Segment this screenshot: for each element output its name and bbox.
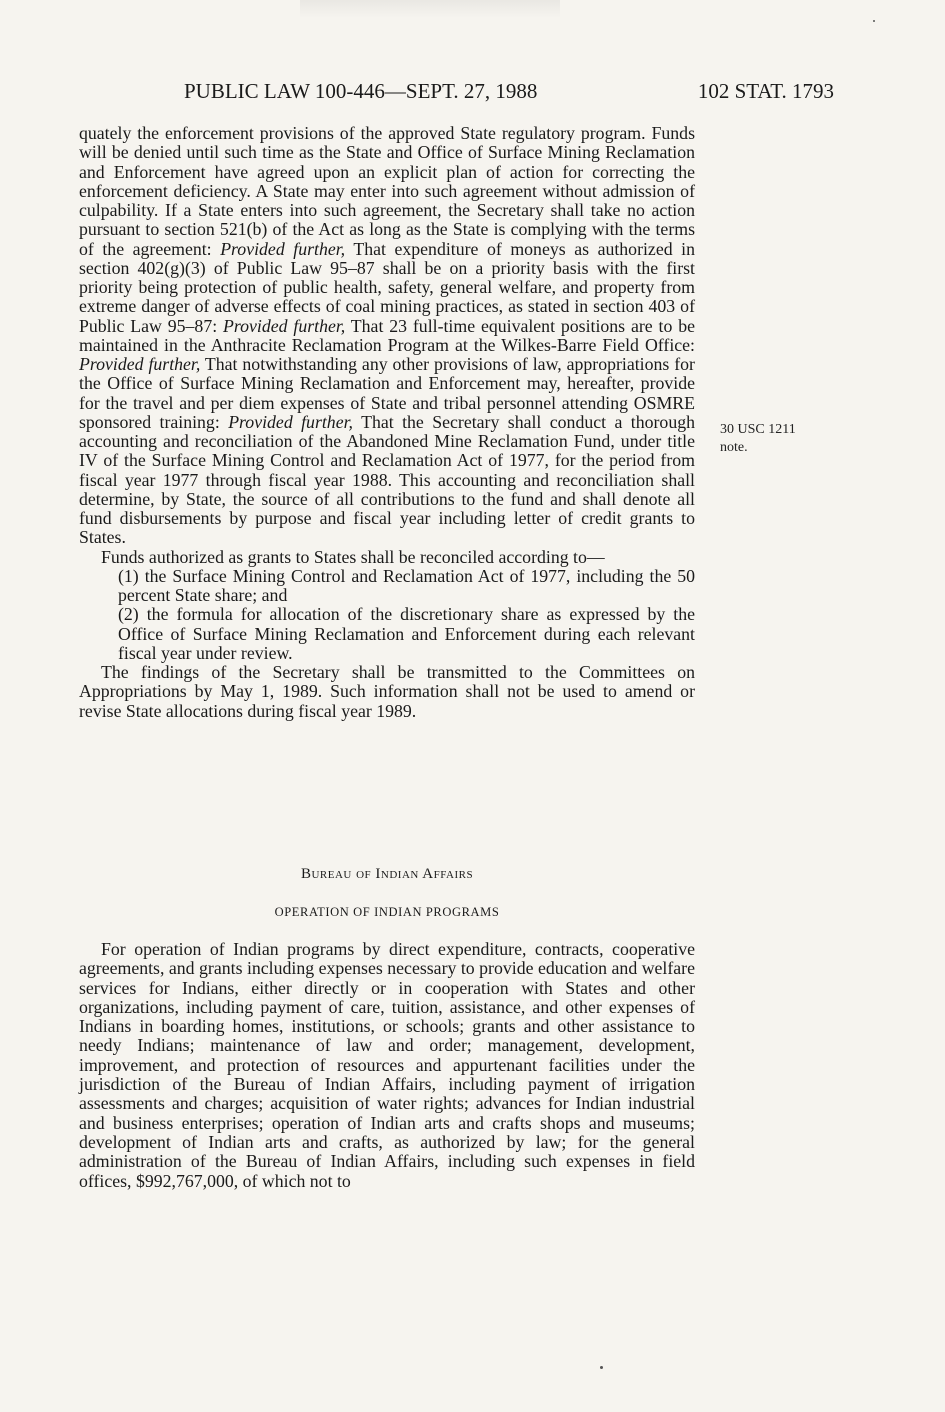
para1-part4: That notwithstanding any other provisions of law, appropriations for the Office of Surface Mining Reclamation and Enforcement may, hereafter, provide for the travel and per diem expenses of State and tribal personnel attending OSMRE sponsored training: [79, 354, 695, 432]
para1-part5: That the Secretary shall conduct a thorough accounting and reconciliation of the Abandoned Mine Reclamation Fund, under title IV of the Surface Mining Control and Reclamation Act of 1977, for the period from fiscal year 1977 through fiscal year 1988. This accounting and reconciliation shall determine, by State, the source of all contributions to the fund and shall denote all fund disbursements by purpose and fiscal year including letter of credit grants to States. [79, 411, 695, 548]
proviso-2: Provided further, [223, 315, 346, 336]
proviso-1: Provided further, [220, 238, 346, 259]
para1-part2: That expenditure of moneys as authorized in section 402(g)(3) of Public Law 95–87 shall be on a priority basis with the first priority being protection of public health, safety, general welfare, and property from extreme danger of adverse effects of coal mining practices, as stated in section 403 of Public Law 95–87: [79, 238, 695, 336]
paragraph-indian-programs: For operation of Indian programs by direct expenditure, contracts, cooperative agreements, and grants including expenses necessary to provide education and welfare services for Indians, either directly or in cooperation with States and other organizations, including payment of care, tuition, assistance, and other expenses of Indians in boarding homes, institutions, or schools; grants and other assistance to needy Indians; maintenance of law and order; management, development, improvement, and protection of resources and appurtenant facilities under the jurisdiction of the Bureau of Indian Affairs, including payment of irrigation assessments and charges; acquisition of water rights; advances for Indian industrial and business enterprises; operation of Indian arts and crafts shops and museums; development of Indian arts and crafts, as authorized by law; for the general administration of the Bureau of Indian Affairs, including such expenses in field offices, $992,767,000, of which not to [79, 939, 695, 1191]
body-text-bottom [79, 940, 695, 1191]
paragraph-findings: The findings of the Secretary shall be transmitted to the Committees on Appropriations by May 1, 1989. Such information shall not be used to amend or revise State allocations during fiscal year 1989. [79, 662, 695, 721]
subsection-heading: OPERATION OF INDIAN PROGRAMS [274, 905, 500, 919]
section-heading: Bureau of Indian Affairs [300, 866, 474, 882]
body-text-top [79, 124, 695, 721]
marginal-note [720, 421, 796, 457]
scan-speck [600, 1366, 603, 1369]
header-page-number: 102 STAT. 1793 [697, 79, 834, 103]
list-item-1 [79, 567, 695, 606]
marginal-note-citation: 30 USC 1211 [720, 422, 796, 437]
para1-part1: quately the enforcement provisions of the approved State regulatory program. Funds will be denied until such time as the State and Office of Surface Mining Reclamation and Enforcement have agreed upon an explicit plan of action for correcting the enforcement deficiency. A State may enter into such agreement without admission of culpability. If a State enters into such agreement, the Secretary shall take no action pursuant to section 521(b) of the Act as long as the State is complying with the terms of the agreement: [79, 123, 695, 259]
header-title: PUBLIC LAW 100-446—SEPT. 27, 1988 [184, 79, 538, 103]
list-item-1-text: (1) the Surface Mining Control and Reclamation Act of 1977, including the 50 percent State share; and [118, 565, 695, 605]
list-item-2-text: (2) the formula for allocation of the discretionary share as expressed by the Office of Surface Mining Reclamation and Enforcement during each relevant fiscal year under review. [118, 604, 695, 663]
proviso-3: Provided further, [79, 354, 201, 374]
scan-smudge [300, 0, 560, 18]
paragraph-funds-reconciled: Funds authorized as grants to States shall be reconciled according to— [101, 546, 605, 567]
scan-speck [873, 20, 875, 22]
paragraph-continuation [79, 124, 695, 548]
list-item-2 [79, 605, 695, 663]
marginal-note-suffix: note. [720, 440, 748, 455]
para1-part3: That 23 full-time equivalent positions are to be maintained in the Anthracite Reclamation Program at the Wilkes-Barre Field Office: [79, 315, 695, 355]
proviso-4: Provided further, [228, 411, 353, 432]
page-header [184, 76, 834, 106]
